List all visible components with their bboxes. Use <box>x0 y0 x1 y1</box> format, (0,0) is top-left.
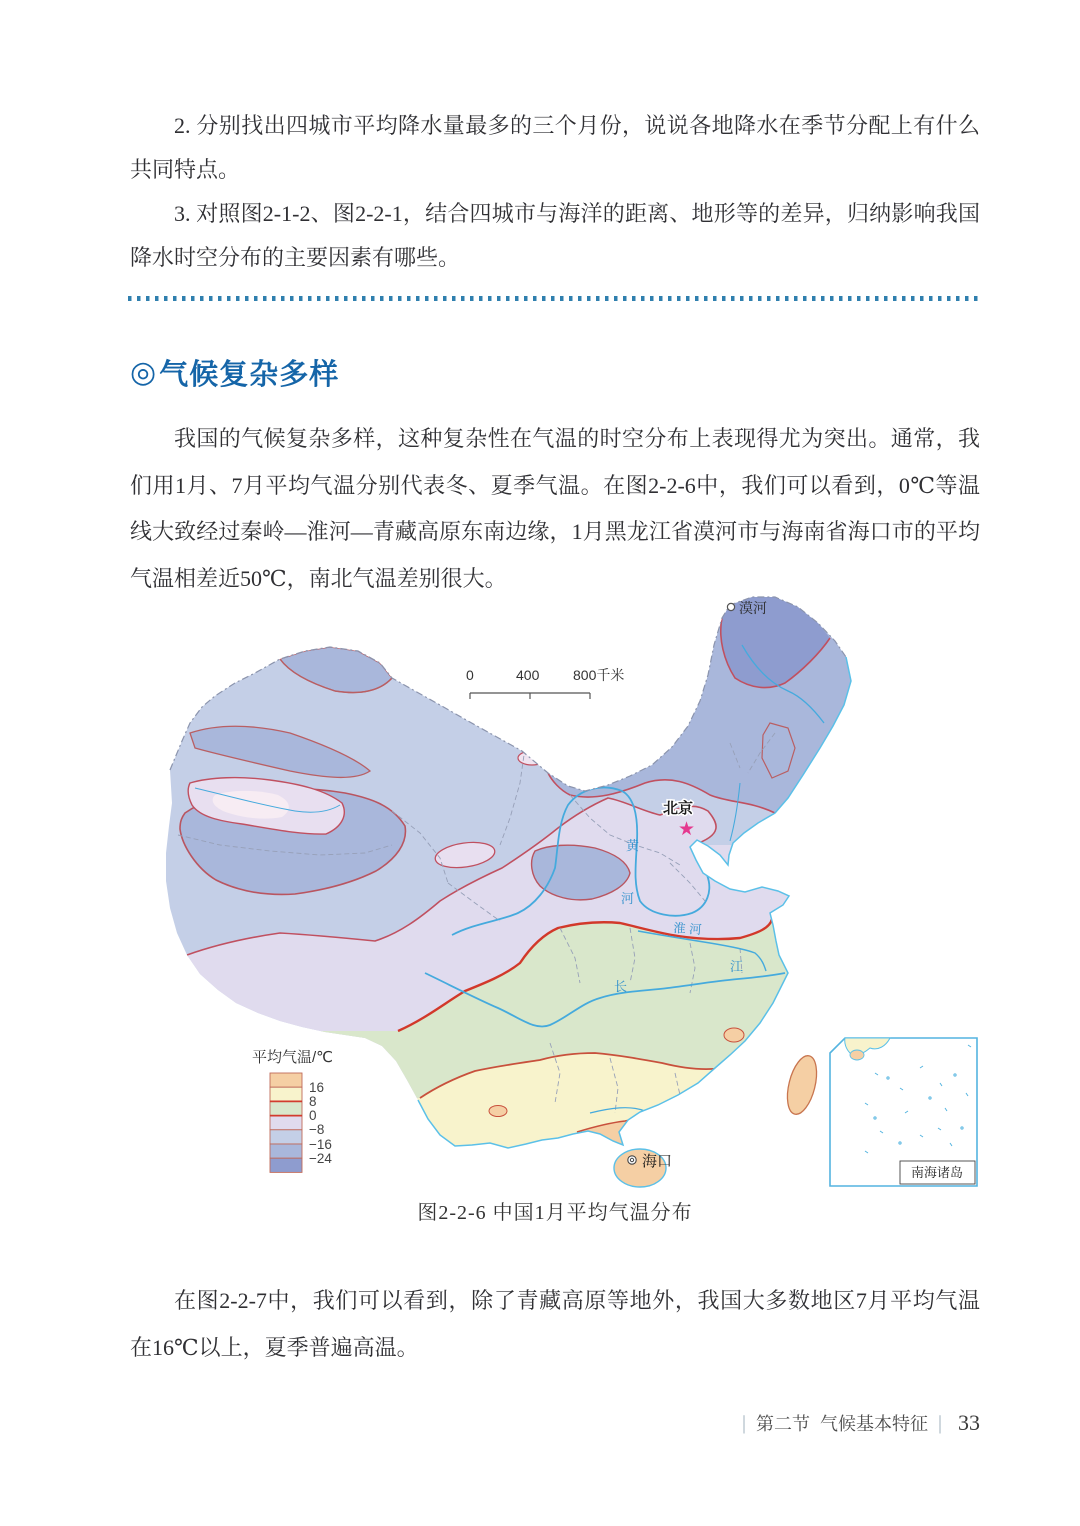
beijing-label: 北京 <box>663 800 694 817</box>
huai-river-label: 淮 河 <box>672 921 703 937</box>
dotted-divider <box>128 296 980 301</box>
inset-label: 南海诸岛 <box>910 1165 964 1180</box>
paragraph-1: 我国的气候复杂多样，这种复杂性在气温的时空分布上表现得尤为突出。通常，我们用1月、7月平均气温分别代表冬、夏季气温。在图2-2-6中，我们可以看到，0℃等温线大致经过秦岭—淮河—青藏高原东南边缘，1月黑龙江省漠河市与海南省海口市的平均气温相差近50℃，南北气温差别很大。 <box>130 426 980 591</box>
legend-swatch-0-8 <box>270 1101 302 1115</box>
mohe-label: 漠河 <box>739 600 767 616</box>
map-legend <box>252 1049 333 1172</box>
legend-tick-m24: −24 <box>309 1151 332 1166</box>
footer-bar-right: | <box>937 1411 942 1434</box>
section-title: 气候复杂多样 <box>159 359 340 391</box>
yellow-river-label-1: 黄 <box>626 838 640 853</box>
section-bullet-icon: ◎ <box>130 356 158 389</box>
question-3: 3. 对照图2-1-2、图2-2-1，结合四城市与海洋的距离、地形等的差异，归纳影响我国降水时空分布的主要因素有哪些。 <box>130 201 980 270</box>
scale-bar <box>466 667 624 699</box>
legend-swatch-8-16 <box>270 1087 302 1101</box>
section-heading <box>130 352 339 393</box>
south-china-sea-inset <box>830 1038 977 1186</box>
china-january-temperature-map <box>130 583 980 1195</box>
legend-tick-m16: −16 <box>309 1137 332 1152</box>
beijing-star-icon: ★ <box>678 819 696 840</box>
legend-swatch-m16-m8 <box>270 1130 302 1144</box>
yangtze-label-1: 长 <box>614 979 628 994</box>
question-block <box>130 104 980 280</box>
page-number: 33 <box>958 1410 980 1435</box>
taiwan-island <box>782 1053 822 1118</box>
page-footer <box>742 1410 980 1436</box>
haikou-label: 海口 <box>642 1153 673 1170</box>
legend-swatch-m24-m16 <box>270 1144 302 1158</box>
legend-swatch-under24 <box>270 1158 302 1172</box>
legend-tick-8: 8 <box>309 1094 317 1109</box>
scale-800: 800千米 <box>573 667 625 683</box>
legend-tick-0: 0 <box>309 1108 317 1123</box>
haikou-marker <box>628 1156 636 1164</box>
warm-pocket-fujian <box>724 1028 744 1042</box>
inset-hainan <box>850 1050 864 1060</box>
legend-swatch-m8-0 <box>270 1116 302 1130</box>
mohe-marker <box>727 603 734 610</box>
question-2: 2. 分别找出四城市平均降水量最多的三个月份，说说各地降水在季节分配上有什么共同特点。 <box>130 113 980 182</box>
legend-swatch-over16 <box>270 1073 302 1087</box>
legend-tick-m8: −8 <box>309 1122 325 1137</box>
footer-section: 第二节 <box>755 1414 810 1434</box>
temperature-map-figure <box>130 583 980 1195</box>
yellow-river-label-2: 河 <box>621 891 635 906</box>
warm-pocket-yunnan <box>489 1106 507 1117</box>
footer-chapter-title: 气候基本特征 <box>819 1414 928 1434</box>
pocket-hami <box>518 751 546 765</box>
yangtze-label-2: 江 <box>730 959 744 974</box>
scale-line <box>470 693 590 699</box>
figure-caption: 图2-2-6 中国1月平均气温分布 <box>417 1202 693 1224</box>
paragraph-2: 在图2-2-7中，我们可以看到，除了青藏高原等地外，我国大多数地区7月平均气温在16℃以上，夏季普遍高温。 <box>130 1288 980 1360</box>
legend-tick-16: 16 <box>309 1080 325 1095</box>
scale-0: 0 <box>466 667 474 683</box>
footer-bar-left: | <box>741 1411 746 1434</box>
legend-title: 平均气温/℃ <box>252 1049 334 1066</box>
scale-400: 400 <box>516 667 540 683</box>
